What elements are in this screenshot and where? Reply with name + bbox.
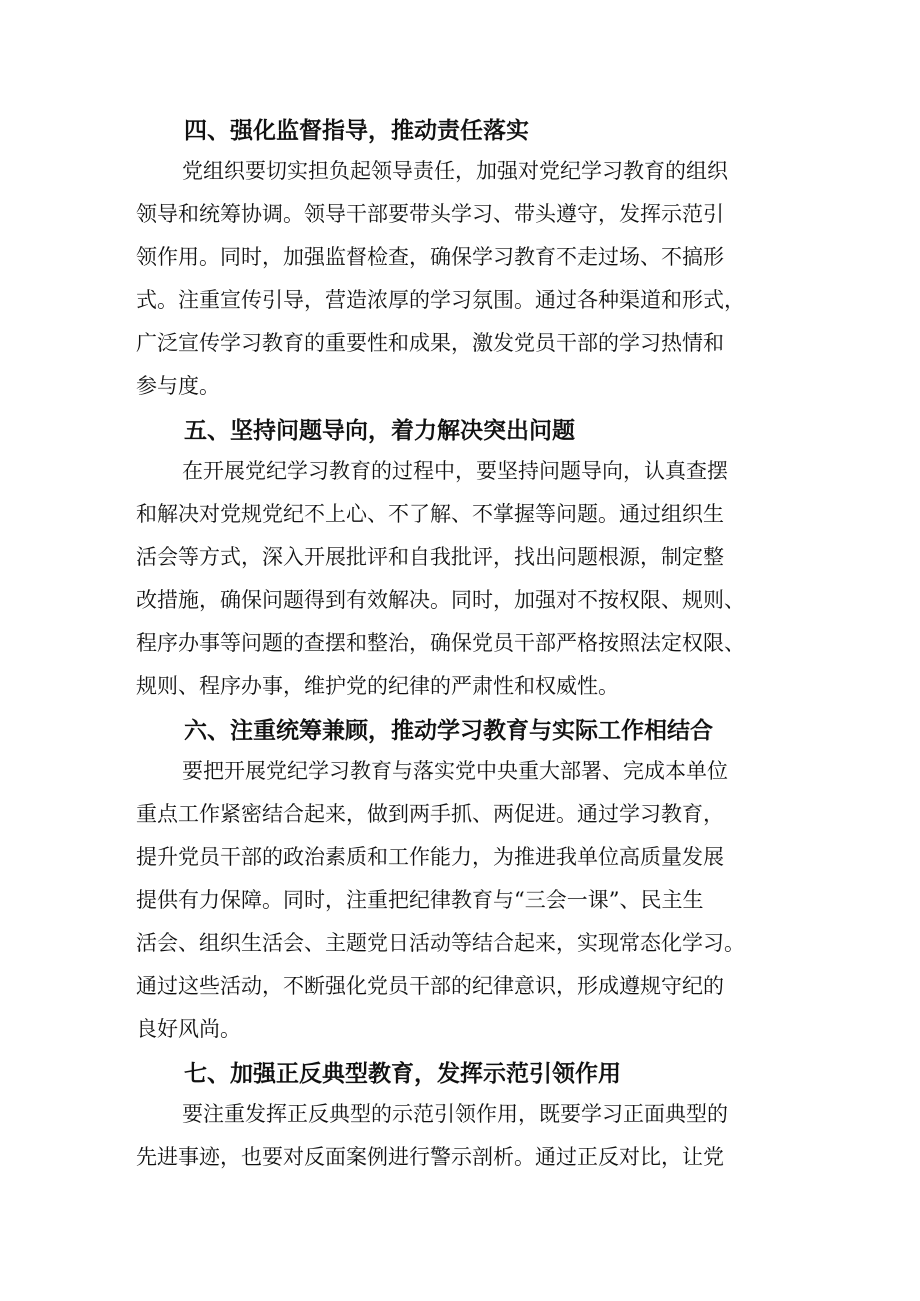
paragraph-line: 在开展党纪学习教育的过程中，要坚持问题导向，认真查摆: [182, 459, 728, 483]
paragraph-line: 先进事迹，也要对反面案例进行警示剖析。通过正反对比，让党: [136, 1145, 724, 1169]
paragraph-line: 提供有力保障。同时，注重把纪律教育与“三会一课”、民主生: [136, 888, 704, 912]
paragraph-line: 规则、程序办事，维护党的纪律的严肃性和权威性。: [136, 674, 619, 698]
section-heading: 五、坚持问题导向，着力解决突出问题: [184, 418, 575, 444]
section-heading: 四、强化监督指导，推动责任落实: [184, 118, 529, 144]
section-heading: 七、加强正反典型教育，发挥示范引领作用: [184, 1061, 621, 1087]
paragraph-line: 领导和统筹协调。领导干部要带头学习、带头遵守，发挥示范引: [136, 202, 724, 226]
paragraph-line: 广泛宣传学习教育的重要性和成果，激发党员干部的学习热情和: [136, 331, 724, 355]
paragraph-line: 提升党员干部的政治素质和工作能力，为推进我单位高质量发展: [136, 845, 724, 869]
paragraph-line: 式。注重宣传引导，营造浓厚的学习氛围。通过各种渠道和形式，: [136, 288, 745, 312]
paragraph-line: 通过这些活动，不断强化党员干部的纪律意识，形成遵规守纪的: [136, 974, 724, 998]
section-7: [136, 1055, 786, 1179]
section-heading: 六、注重统筹兼顾，推动学习教育与实际工作相结合: [184, 718, 713, 744]
document-body: [136, 112, 786, 1179]
paragraph-line: 活会、组织生活会、主题党日活动等结合起来，实现常态化学习。: [136, 931, 745, 955]
paragraph-line: 改措施，确保问题得到有效解决。同时，加强对不按权限、规则、: [136, 588, 745, 612]
paragraph-line: 和解决对党规党纪不上心、不了解、不掌握等问题。通过组织生: [136, 502, 724, 526]
paragraph-line: 要把开展党纪学习教育与落实党中央重大部署、完成本单位: [182, 759, 728, 783]
paragraph-line: 参与度。: [136, 374, 220, 398]
section-5: [136, 412, 786, 708]
paragraph-line: 程序办事等问题的查摆和整治，确保党员干部严格按照法定权限、: [136, 631, 745, 655]
section-6: [136, 712, 786, 1051]
paragraph-line: 要注重发挥正反典型的示范引领作用，既要学习正面典型的: [182, 1102, 728, 1126]
paragraph-line: 良好风尚。: [136, 1017, 241, 1041]
paragraph-line: 党组织要切实担负起领导责任，加强对党纪学习教育的组织: [182, 159, 728, 183]
paragraph-line: 活会等方式，深入开展批评和自我批评，找出问题根源，制定整: [136, 545, 724, 569]
section-4: [136, 112, 786, 408]
paragraph-line: 重点工作紧密结合起来，做到两手抓、两促进。通过学习教育，: [136, 802, 724, 826]
paragraph-line: 领作用。同时，加强监督检查，确保学习教育不走过场、不搞形: [136, 245, 724, 269]
